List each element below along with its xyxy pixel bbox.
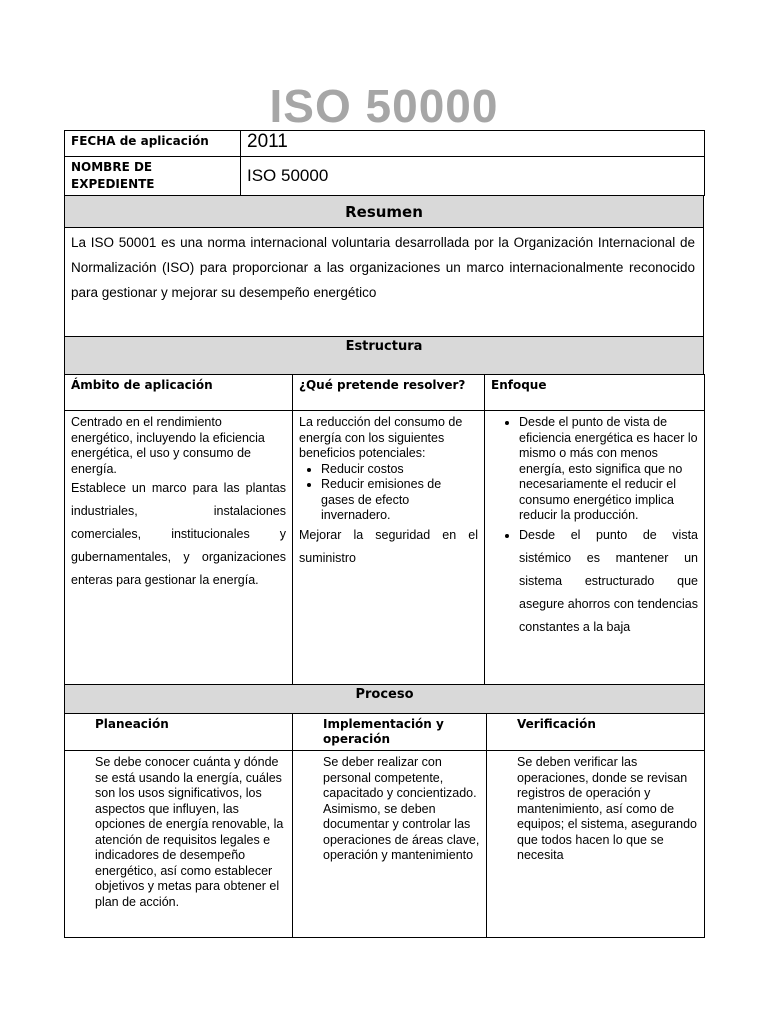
resumen-table bbox=[64, 195, 704, 375]
list-item: • Desde el punto de vista sistémico es mantener un sistema estructurado que asegure ahorros con tendencias constantes a la baja bbox=[519, 524, 698, 639]
proceso-col3-cell: Se deben verificar las operaciones, donde se revisan registros de operación y mantenimiento, así como de equipos; el sistema, asegurando que todos hacen lo que se necesita bbox=[487, 751, 705, 938]
proceso-col1-cell: Se debe conocer cuánta y dónde se está usando la energía, cuáles son los usos significativos, los aspectos que influyen, las opciones de energía renovable, la atención de requisitos legales e indicadores de desempeño energético, así como establecer objetivos y metas para obtener el plan de acción. bbox=[65, 751, 293, 938]
nombre-value: ISO 50000 bbox=[241, 157, 705, 196]
estructura-col1-cell bbox=[65, 411, 293, 685]
enfoque-list bbox=[491, 415, 698, 639]
estructura-col3-cell bbox=[485, 411, 705, 685]
info-table bbox=[64, 130, 705, 196]
resolver-intro: La reducción del consumo de energía con los siguientes beneficios potenciales: bbox=[299, 415, 463, 460]
estructura-col2-cell bbox=[293, 411, 485, 685]
resolver-extra: Mejorar la seguridad en el suministro bbox=[299, 527, 478, 565]
resumen-text: La ISO 50001 es una norma internacional voluntaria desarrollada por la Organización Internacional de Normalización (ISO) para proporcionar a las organizaciones un marco internacionalmente reconocido para gestionar y mejorar su desempeño energético bbox=[65, 228, 704, 337]
proceso-col3-header: Verificación bbox=[487, 714, 705, 751]
list-item: • Reducir emisiones de gases de efecto invernadero. bbox=[321, 477, 478, 524]
proceso-table bbox=[64, 684, 705, 938]
proceso-col2-cell: Se deber realizar con personal competente, capacitado y concientizado. Asimismo, se deben documentar y controlar las operaciones de áreas clave, operación y mantenimiento bbox=[293, 751, 487, 938]
fecha-label: FECHA de aplicación bbox=[65, 131, 241, 157]
list-item: • Desde el punto de vista de eficiencia energética es hacer lo mismo o más con menos energía, esto significa que no necesariamente el reducir el consumo energético implica reducir la producción. bbox=[519, 415, 698, 524]
document-body bbox=[64, 130, 704, 938]
estructura-col1-header: Ámbito de aplicación bbox=[65, 375, 293, 411]
proceso-col1-header: Planeación bbox=[65, 714, 293, 751]
estructura-col2-header: ¿Qué pretende resolver? bbox=[293, 375, 485, 411]
nombre-label: NOMBRE DE EXPEDIENTE bbox=[65, 157, 241, 196]
estructura-heading: Estructura bbox=[65, 337, 704, 375]
proceso-heading: Proceso bbox=[65, 685, 705, 714]
estructura-table bbox=[64, 374, 705, 685]
document-title: ISO 50000 bbox=[269, 80, 499, 132]
resumen-heading: Resumen bbox=[65, 196, 704, 228]
fecha-value: 2011 bbox=[241, 131, 705, 157]
ambito-text-b: Establece un marco para las plantas industriales, instalaciones comerciales, institucionales y gubernamentales, y organizaciones enteras para gestionar la energía. bbox=[71, 481, 286, 587]
proceso-col2-header: Implementación y operación bbox=[293, 714, 487, 751]
ambito-text-a: Centrado en el rendimiento energético, incluyendo la eficiencia energética, el uso y consumo de energía. bbox=[71, 415, 265, 476]
resolver-list bbox=[299, 462, 478, 524]
estructura-col3-header: Enfoque bbox=[485, 375, 705, 411]
list-item: • Reducir costos bbox=[321, 462, 478, 478]
